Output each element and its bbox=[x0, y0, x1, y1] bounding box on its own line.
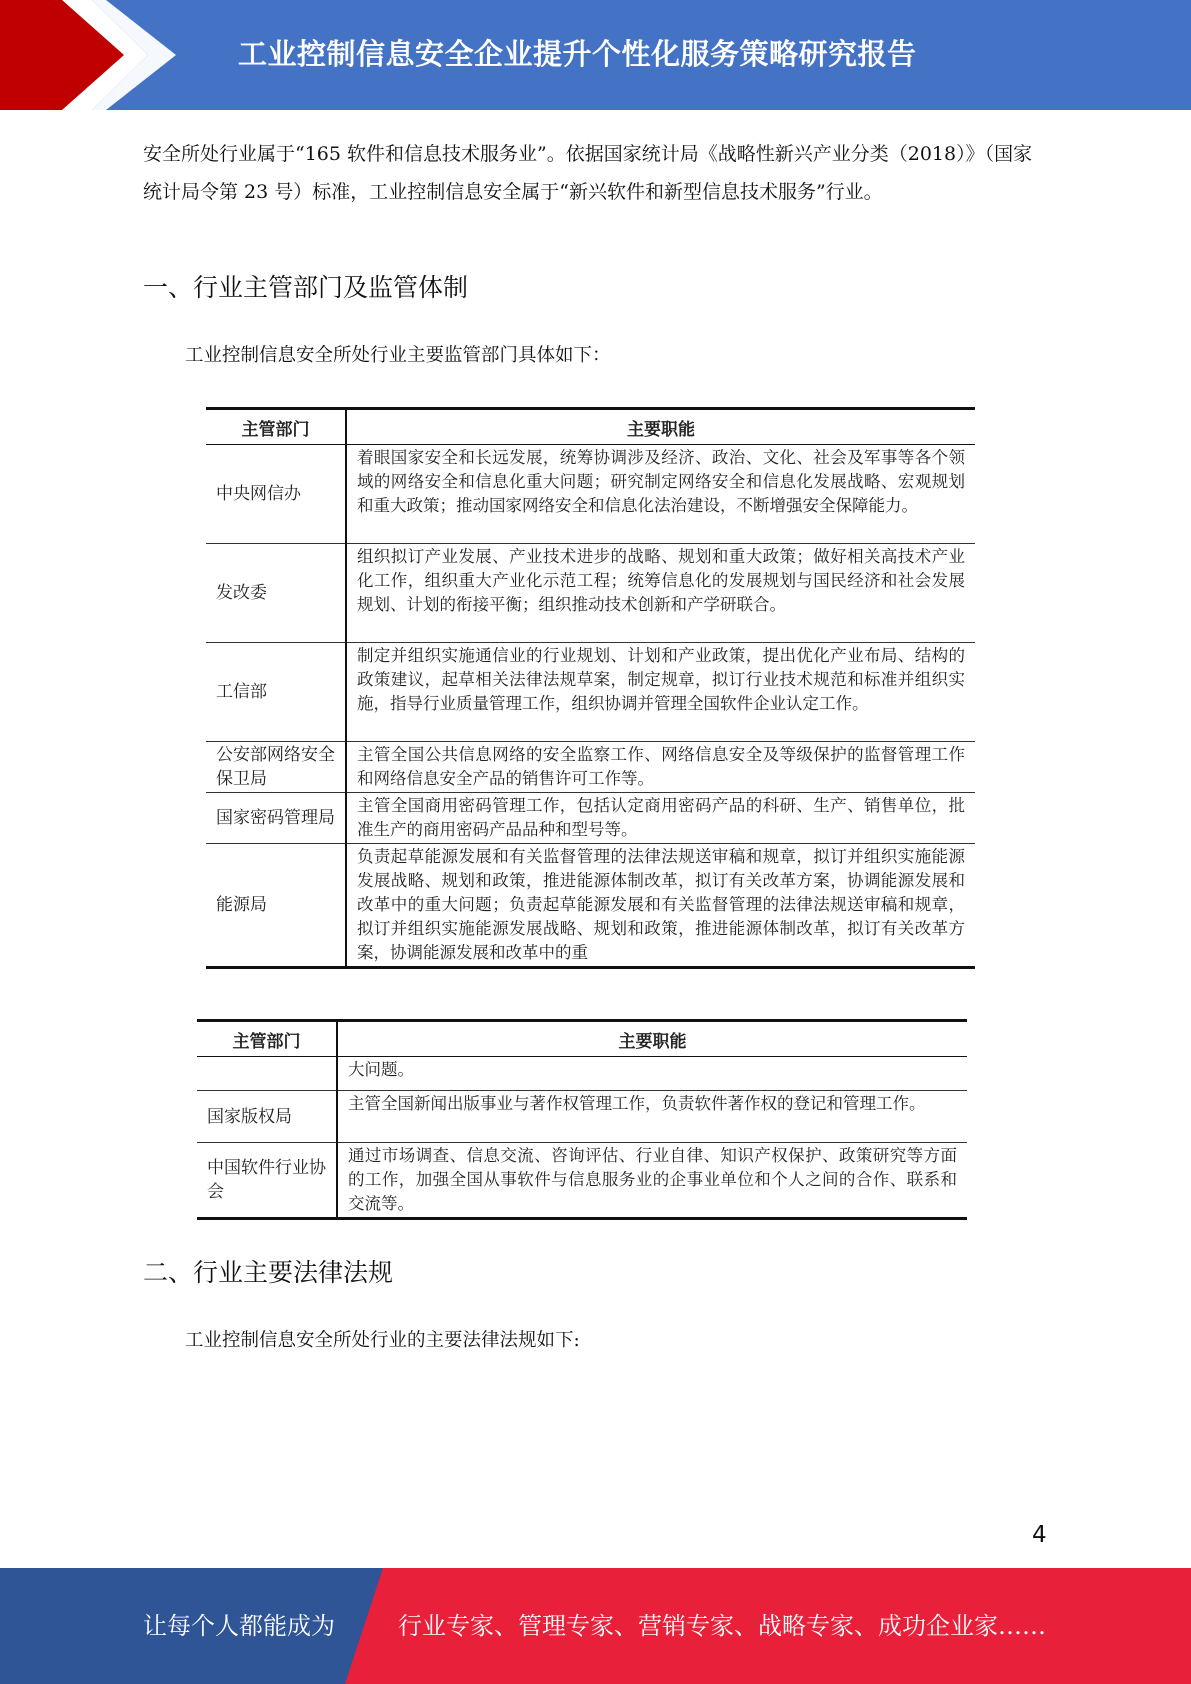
function-cell: 负责起草能源发展和有关监督管理的法律法规送审稿和规章，拟订并组织实施能源发展战略、规划和政策，推进能源体制改革，拟订有关改革方案，协调能源发展和改革中的重大问题；负责起草能源发展和有关监督管理的法律法规送审稿和规章，拟订并组织实施能源发展战略、规划和政策，推进能源体制改革，拟订有关改革方案，协调能源发展和改革中的重 bbox=[346, 844, 975, 968]
column-header-function: 主要职能 bbox=[346, 409, 975, 445]
function-cell: 组织拟订产业发展、产业技术进步的战略、规划和重大政策；做好相关高技术产业化工作，组织重大产业化示范工程；统筹信息化的发展规划与国民经济和社会发展规划、计划的衔接平衡；组织推动技术创新和产学研联合。 bbox=[346, 544, 975, 643]
function-cell: 通过市场调查、信息交流、咨询评估、行业自律、知识产权保护、政策研究等方面的工作，加强全国从事软件与信息服务业的企事业单位和个人之间的合作、联系和交流等。 bbox=[337, 1143, 967, 1219]
page-number: 4 bbox=[1032, 1522, 1047, 1548]
dept-cell: 国家密码管理局 bbox=[206, 793, 346, 844]
table-row bbox=[206, 643, 975, 742]
section-intro-regulators: 工业控制信息安全所处行业主要监管部门具体如下： bbox=[185, 345, 611, 366]
dept-cell: 中央网信办 bbox=[206, 445, 346, 544]
function-cell: 大问题。 bbox=[337, 1057, 967, 1091]
dept-cell bbox=[197, 1057, 337, 1091]
table-header-row bbox=[206, 409, 975, 445]
function-cell: 着眼国家安全和长远发展，统筹协调涉及经济、政治、文化、社会及军事等各个领域的网络安全和信息化重大问题；研究制定网络安全和信息化发展战略、宏观规划和重大政策；推动国家网络安全和信息化法治建设，不断增强安全保障能力。 bbox=[346, 445, 975, 544]
column-header-function: 主要职能 bbox=[337, 1021, 967, 1057]
page-header bbox=[0, 0, 1191, 110]
dept-cell: 发改委 bbox=[206, 544, 346, 643]
intro-paragraph: 安全所处行业属于“165 软件和信息技术服务业”。依据国家统计局《战略性新兴产业分类（2018）》（国家统计局令第 23 号）标准，工业控制信息安全属于“新兴软件和新型信息技术服务”行业。 bbox=[143, 143, 1033, 203]
dept-cell: 中国软件行业协会 bbox=[197, 1143, 337, 1219]
report-title: 工业控制信息安全企业提升个性化服务策略研究报告 bbox=[238, 37, 917, 71]
table-row bbox=[206, 742, 975, 793]
footer-slogan-left: 让每个人都能成为 bbox=[143, 1612, 335, 1640]
dept-cell: 国家版权局 bbox=[197, 1091, 337, 1143]
table-header-row bbox=[197, 1021, 967, 1057]
function-cell: 主管全国公共信息网络的安全监察工作、网络信息安全及等级保护的监督管理工作和网络信息安全产品的销售许可工作等。 bbox=[346, 742, 975, 793]
dept-cell: 能源局 bbox=[206, 844, 346, 968]
table-row bbox=[197, 1143, 967, 1219]
section-heading-laws: 二、行业主要法律法规 bbox=[143, 1258, 394, 1287]
function-cell: 主管全国商用密码管理工作，包括认定商用密码产品的科研、生产、销售单位，批准生产的商用密码产品品种和型号等。 bbox=[346, 793, 975, 844]
page-footer bbox=[0, 1568, 1191, 1684]
dept-cell: 公安部网络安全保卫局 bbox=[206, 742, 346, 793]
section-heading-regulators: 一、行业主管部门及监管体制 bbox=[143, 273, 469, 302]
column-header-dept: 主管部门 bbox=[206, 409, 346, 445]
section-intro-laws: 工业控制信息安全所处行业的主要法律法规如下: bbox=[185, 1330, 580, 1351]
table-row bbox=[206, 793, 975, 844]
table-row bbox=[206, 544, 975, 643]
table-row bbox=[206, 445, 975, 544]
table-row bbox=[197, 1091, 967, 1143]
regulators-table-continued bbox=[197, 1019, 967, 1220]
regulators-table bbox=[206, 407, 975, 969]
function-cell: 制定并组织实施通信业的行业规划、计划和产业政策，提出优化产业布局、结构的政策建议，起草相关法律法规草案，制定规章，拟订行业技术规范和标准并组织实施，指导行业质量管理工作，组织协调并管理全国软件企业认定工作。 bbox=[346, 643, 975, 742]
table-row bbox=[197, 1057, 967, 1091]
table-row bbox=[206, 844, 975, 968]
function-cell: 主管全国新闻出版事业与著作权管理工作，负责软件著作权的登记和管理工作。 bbox=[337, 1091, 967, 1143]
dept-cell: 工信部 bbox=[206, 643, 346, 742]
column-header-dept: 主管部门 bbox=[197, 1021, 337, 1057]
footer-slogan-right: 行业专家、管理专家、营销专家、战略专家、成功企业家…… bbox=[398, 1612, 1046, 1640]
